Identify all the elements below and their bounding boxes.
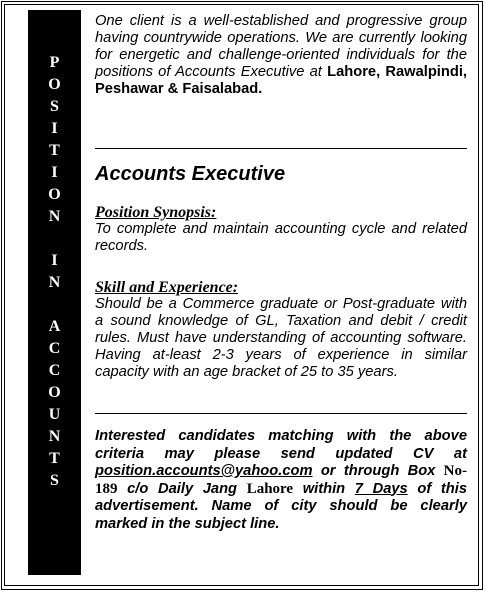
sidebar-letter: S (50, 98, 59, 115)
intro-paragraph (95, 13, 467, 98)
apply-box-number: No-189 (95, 463, 467, 497)
skills-heading: Skill and Experience: (95, 279, 239, 296)
apply-text-4: within (293, 480, 355, 497)
sidebar-letter: N (48, 208, 61, 225)
apply-city: Lahore (246, 480, 294, 497)
sidebar-letter (28, 294, 81, 316)
apply-text-3: c/o Daily Jang (117, 480, 247, 497)
sidebar-letter: S (50, 472, 59, 489)
sidebar-letter: C (48, 340, 61, 357)
sidebar-vertical-text (28, 52, 81, 492)
sidebar-letter: I (51, 252, 58, 269)
sidebar-banner (28, 10, 81, 575)
sidebar-letter: T (49, 450, 60, 467)
job-title: Accounts Executive (95, 163, 286, 185)
sidebar-letter: T (49, 142, 60, 159)
intro-cities: Lahore, Rawalpindi, Peshawar & Faisalabad. (95, 64, 467, 97)
skills-section (95, 279, 467, 381)
sidebar-letter: I (51, 120, 58, 137)
skills-text: Should be a Commerce graduate or Post-graduate with a sound knowledge of GL, Taxation and debit / credit rules. Must have understanding of accounting software. Having at-least 2-3 years of experience in similar capacity with an age bracket of 25 to 35 years. (95, 296, 467, 380)
sidebar-letter: A (48, 318, 61, 335)
apply-text-2: or through Box (312, 463, 444, 479)
sidebar-letter: O (48, 384, 61, 401)
apply-text-1: Interested candidates matching with the above criteria may please send updated CV at (95, 428, 467, 462)
position-synopsis-text: To complete and maintain accounting cycle and related records. (95, 221, 467, 254)
position-synopsis-section (95, 204, 467, 255)
sidebar-letter: N (48, 428, 61, 445)
sidebar-letter (28, 228, 81, 250)
divider-bottom (95, 413, 467, 414)
sidebar-letter: N (48, 274, 61, 291)
apply-deadline: 7 Days (354, 480, 408, 497)
sidebar-letter: P (49, 54, 60, 71)
position-synopsis-heading: Position Synopsis: (95, 204, 217, 221)
sidebar-letter: U (48, 406, 61, 423)
divider-top (95, 148, 467, 149)
sidebar-letter: O (48, 76, 61, 93)
sidebar-letter: C (48, 362, 61, 379)
apply-email: position.accounts@yahoo.com (95, 463, 313, 479)
sidebar-letter: I (51, 164, 58, 181)
application-instructions (95, 428, 467, 533)
intro-text: One client is a well-established and progressive group having countrywide operations. We are currently looking for energetic and challenge-oriented individuals for the positions of Accounts Executive at (95, 13, 467, 80)
apply-text-5: of this advertisement. Name of city should be clearly marked in the subject line. (95, 480, 467, 532)
sidebar-letter: O (48, 186, 61, 203)
